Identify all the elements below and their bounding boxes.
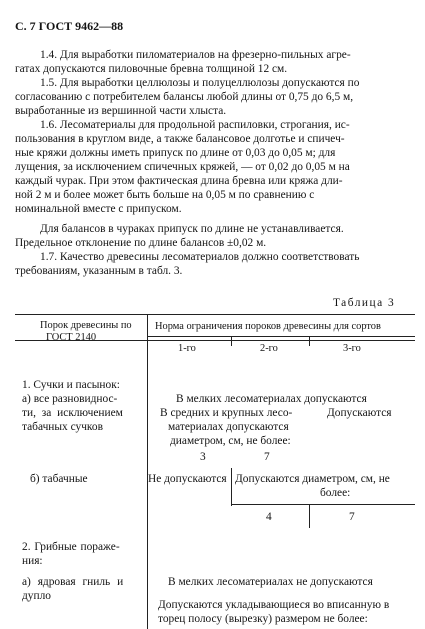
page-header: С. 7 ГОСТ 9462—88 (15, 19, 124, 33)
text-line: выработанные из вершинной части хлыста. (15, 105, 227, 117)
row-knots-title: 1. Сучки и пасынок: (22, 379, 120, 391)
col-header-sort-1: 1-го (178, 343, 196, 354)
text-line: 1.5. Для выработки целлюлозы и полуцеллюлозы допускаются по (40, 77, 360, 89)
cell-divider (231, 468, 232, 506)
cell-value: 7 (264, 451, 270, 463)
row-knots-b-label: б) табачные (30, 473, 88, 485)
row-fungal-title: ния: (22, 555, 43, 567)
cell-strip-allowed: Допускаются укладывающиеся во вписанную в (158, 599, 390, 611)
cell-medium-large: В средних и крупных лесо- (160, 407, 293, 419)
cell-value: 7 (349, 511, 355, 523)
text-line: 1.6. Лесоматериалы для продольной распиловки, строгания, ис- (40, 119, 350, 131)
text-line: Для балансов в чураках припуск по длине не устанавливается. (40, 223, 344, 235)
text-line: Предельное отклонение по длине балансов ±0,02 м. (15, 237, 267, 249)
text-line: гатах допускаются пиловочные бревна толщиной 12 см. (15, 63, 288, 75)
row-knots-a-label: ти, за исключением (22, 407, 123, 419)
table-top-rule (15, 314, 415, 315)
cell-rule (231, 504, 415, 505)
table-col-divider-2 (231, 336, 232, 346)
text-line: пользования в круглом виде, а также балансовое долготье и спичеч- (15, 133, 345, 145)
text-line: лущения, за исключением спичечных кряжей, — от 0,02 до 0,05 м на (15, 161, 350, 173)
cell-value: 3 (200, 451, 206, 463)
text-line: 1.7. Качество древесины лесоматериалов должно соответствовать (40, 251, 360, 263)
cell-medium-large: материалах допускаются (168, 421, 289, 433)
cell-medium-large: диаметром, см, не более: (170, 435, 291, 447)
col-header-defect: Порок древесины по (40, 320, 132, 331)
cell-allowed-sort-3: Допускаются (327, 407, 392, 419)
row-fungal-a-label: дупло (22, 590, 51, 602)
text-line: требованиям, указанным в табл. 3. (15, 265, 183, 277)
cell-allowed-diameter: более: (320, 487, 351, 499)
cell-small-allowed: В мелких лесоматериалах допускаются (176, 393, 367, 405)
cell-value: 4 (266, 511, 272, 523)
col-header-sort-2: 2-го (260, 343, 278, 354)
cell-allowed-diameter: Допускаются диаметром, см, не (235, 473, 390, 485)
table-caption: Таблица 3 (333, 297, 396, 309)
text-line: ной 2 м и более может быть больше на 0,05 м по сравнению с (15, 189, 315, 201)
text-line: ные кряжи должны иметь припуск по длине от 0,03 до 0,05 м; для (15, 147, 336, 159)
col-header-sort-3: 3-го (343, 343, 361, 354)
row-fungal-title: 2. Грибные пораже- (22, 541, 120, 553)
row-knots-a-label: табачных сучков (22, 421, 103, 433)
cell-not-allowed: Не допускаются (148, 473, 227, 485)
text-line: согласованию с потребителем балансы любой длины от 0,75 до 6,5 м, (15, 91, 354, 103)
col-header-defect-gost: ГОСТ 2140 (46, 332, 97, 343)
cell-strip-allowed: торец полосу (вырезку) размером не более: (158, 613, 368, 625)
table-col-divider-3 (309, 336, 310, 346)
row-fungal-a-label: а) ядровая гниль и (22, 576, 124, 588)
cell-divider (309, 504, 310, 528)
text-line: 1.4. Для выработки пиломатериалов на фрезерно-пильных агре- (40, 49, 351, 61)
col-header-group: Норма ограничения пороков древесины для сортов (155, 321, 381, 332)
row-knots-a-label: а) все разновиднос- (22, 393, 118, 405)
table-subheader-rule (147, 336, 415, 337)
text-line: номинальной вместе с припуском. (15, 203, 182, 215)
cell-small-not-allowed: В мелких лесоматериалах не допускаются (168, 576, 373, 588)
text-line: каждый чурак. При этом фактическая длина бревна или кряжа дли- (15, 175, 343, 187)
